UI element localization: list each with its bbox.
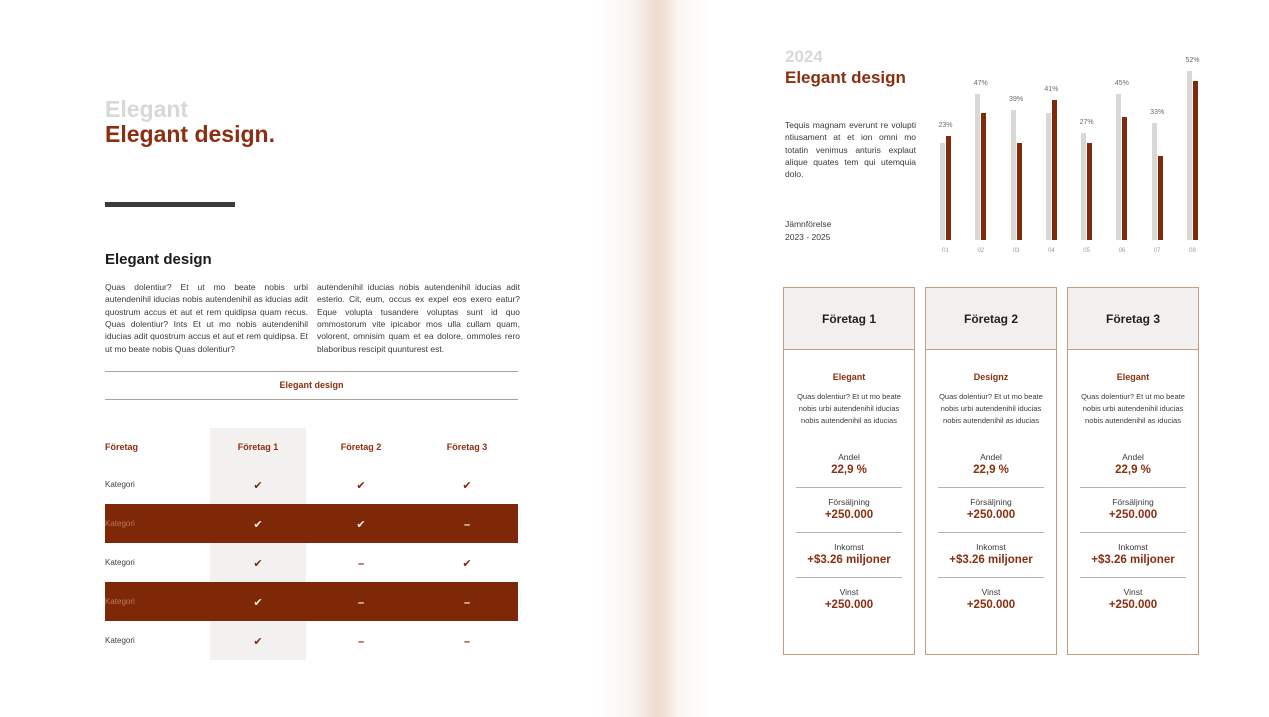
- check-icon: ✔: [356, 518, 366, 531]
- row-label: Kategori: [105, 519, 135, 528]
- stat-item: [1068, 443, 1198, 487]
- dash-icon: –: [463, 596, 471, 609]
- right-body-text: Tequis magnam everunt re volupti ntiusament at et ion omni mo totatin venimus anturis explaut alique quates tem qui utemquia dolo.: [785, 120, 916, 180]
- card-title: Företag 1: [784, 288, 914, 350]
- table-cell: [210, 593, 306, 611]
- bar-red: [1052, 100, 1057, 240]
- right-kicker: 2024: [785, 47, 823, 66]
- card-body-text: Quas dolentiur? Et ut mo beate nobis urbi autendenihil iducias nobis autendenihil as iducias: [797, 392, 901, 425]
- stat-value: +250.000: [1108, 509, 1158, 521]
- bar-value-label: 52%: [1185, 57, 1200, 64]
- dash-icon: –: [357, 596, 365, 609]
- bar-gray: [940, 143, 945, 241]
- bar-gray: [1081, 133, 1086, 240]
- bar-value-label: 41%: [1044, 86, 1059, 94]
- row-label: Kategori: [105, 597, 135, 606]
- dash-icon: –: [463, 635, 471, 648]
- row-label: Kategori: [105, 636, 135, 645]
- table-cell: [416, 515, 518, 533]
- company-card: [1067, 287, 1199, 655]
- bar-value-label: 33%: [1150, 109, 1165, 116]
- stat-value: +250.000: [1108, 599, 1158, 611]
- title-rule: [105, 202, 235, 207]
- stat-item: [1080, 577, 1186, 622]
- bar-group: [1079, 118, 1094, 254]
- table-cell: [306, 476, 416, 494]
- stat-label: Andel: [980, 452, 1002, 462]
- stat-label: Andel: [838, 452, 860, 462]
- card-body-text: Quas dolentiur? Et ut mo beate nobis urbi autendenihil iducias nobis autendenihil as iducias: [939, 392, 1043, 425]
- check-icon: ✔: [356, 479, 366, 492]
- card-subtitle: Designz: [973, 372, 1009, 382]
- table-title-rule-bottom: [105, 399, 518, 400]
- table-cell: [210, 632, 306, 650]
- check-icon: ✔: [253, 557, 263, 570]
- chart-caption-line2: 2023 - 2025: [785, 232, 831, 243]
- bar-group: [973, 79, 988, 254]
- bar-group: [1009, 96, 1024, 254]
- dash-icon: –: [357, 635, 365, 648]
- bar-value-label: 47%: [973, 79, 988, 87]
- table-cell: [210, 476, 306, 494]
- card-body-text: Quas dolentiur? Et ut mo beate nobis urbi autendenihil iducias nobis autendenihil as iducias: [1081, 392, 1185, 425]
- left-page-title: Elegant design.: [105, 121, 275, 147]
- check-icon: ✔: [253, 596, 263, 609]
- stat-value: +$3.26 miljoner: [949, 554, 1033, 566]
- table-column-header: Företag 3: [446, 441, 488, 452]
- table-cell: [416, 476, 518, 494]
- card-stats: [926, 443, 1056, 622]
- table-column-header: Företag 2: [340, 441, 382, 452]
- table-row: [105, 504, 518, 543]
- table-row: [105, 621, 518, 660]
- stat-item: [796, 487, 902, 532]
- table-column-header: Företag 1: [237, 441, 279, 452]
- stat-item: [938, 487, 1044, 532]
- card-stats: [1068, 443, 1198, 622]
- bar-gray: [975, 94, 980, 240]
- bar-red: [1017, 143, 1022, 241]
- x-axis-label: 01: [942, 248, 949, 254]
- comparison-bar-chart: [940, 44, 1198, 256]
- table-header-row: [105, 428, 518, 465]
- stat-value: +250.000: [966, 599, 1016, 611]
- row-label: Kategori: [105, 558, 135, 567]
- table-title-block: [105, 371, 518, 400]
- bar-gray: [1011, 110, 1016, 240]
- card-title: Företag 3: [1068, 288, 1198, 350]
- card-subtitle: Elegant: [832, 372, 866, 382]
- stat-item: [938, 532, 1044, 577]
- table-column-header: Företag: [105, 441, 139, 452]
- stat-label: Försäljning: [1112, 497, 1154, 507]
- bar-value-label: 39%: [1009, 96, 1024, 103]
- dash-icon: –: [357, 557, 365, 570]
- bar-gray: [1116, 94, 1121, 240]
- stat-value: 22,9 %: [1115, 464, 1151, 476]
- stat-item: [938, 577, 1044, 622]
- stat-value: +250.000: [824, 509, 874, 521]
- x-axis-label: 03: [1012, 248, 1020, 254]
- check-icon: ✔: [253, 635, 263, 648]
- stat-item: [926, 443, 1056, 487]
- body-column-1: Quas dolentiur? Et ut mo beate nobis urbi autendenihil iducias nobis autendenihil as iducias adit quostrum accus et aut et rem quidipsa quam recus. Quas dolentiur? Ints Et ut mo nobis autendenihil iducias adit quostrum accus et aut et rem quidipsa. Et ut mo beate nobis Quas dolentiur?: [105, 282, 308, 354]
- table-cell: [210, 515, 306, 533]
- table-cell: [306, 632, 416, 650]
- x-axis-label: 04: [1048, 248, 1055, 254]
- stat-label: Vinst: [981, 587, 1001, 597]
- row-label: Kategori: [105, 480, 135, 489]
- stat-item: [796, 577, 902, 622]
- body-text-columns: [105, 281, 520, 355]
- stat-value: 22,9 %: [831, 464, 867, 476]
- check-icon: ✔: [462, 557, 472, 570]
- bar-red: [1122, 117, 1127, 241]
- x-axis-label: 05: [1083, 248, 1090, 254]
- table-row: [105, 582, 518, 621]
- stat-value: +250.000: [966, 509, 1016, 521]
- table-cell: [306, 554, 416, 572]
- left-kicker: Elegant: [105, 96, 189, 122]
- check-icon: ✔: [253, 479, 263, 492]
- stat-label: Försäljning: [970, 497, 1012, 507]
- table-cell: [306, 515, 416, 533]
- x-axis-label: 08: [1189, 248, 1196, 254]
- bar-red: [1158, 156, 1163, 241]
- table-cell: [416, 554, 518, 572]
- stat-item: [796, 532, 902, 577]
- card-stats: [784, 443, 914, 622]
- bar-group: [1044, 86, 1059, 254]
- bar-group: [1150, 109, 1165, 254]
- bar-red: [946, 136, 951, 240]
- stat-value: +250.000: [824, 599, 874, 611]
- bar-value-label: 23%: [938, 122, 953, 129]
- table-cell: [306, 593, 416, 611]
- bar-red: [1087, 143, 1092, 241]
- bar-group: [938, 122, 953, 254]
- bar-group: [1185, 57, 1200, 254]
- table-cell: [416, 593, 518, 611]
- table-row: [105, 465, 518, 504]
- bar-gray: [1152, 123, 1157, 240]
- chart-caption: [785, 218, 831, 244]
- comparison-table: [105, 428, 518, 660]
- table-rows: [105, 465, 518, 660]
- card-subtitle: Elegant: [1116, 372, 1150, 382]
- bar-gray: [1046, 113, 1051, 240]
- stat-label: Försäljning: [828, 497, 870, 507]
- x-axis-label: 06: [1118, 248, 1126, 254]
- company-card: [783, 287, 915, 655]
- table-title: Elegant design: [279, 380, 344, 390]
- stat-value: +$3.26 miljoner: [807, 554, 891, 566]
- stat-label: Inkomst: [976, 542, 1006, 552]
- stat-item: [1080, 487, 1186, 532]
- stat-label: Inkomst: [834, 542, 864, 552]
- chart-caption-line1: Jämnförelse: [785, 219, 832, 229]
- page-fold-gradient: [596, 0, 726, 717]
- chart-plot-area: [938, 44, 1200, 254]
- company-card: [925, 287, 1057, 655]
- bar-red: [981, 113, 986, 240]
- body-column-2: autendenihil iducias nobis autendenihil iducias adit esterio. Cit, eum, occus ex expel eos exero eatur? Eque volupta tusandere voluptas sunt id quo ommostorum vite ipicabor mos ulla cullam quam, volorent, omnisim quam et ea dolore, ommoles rero blaboribus rescipit quunturest est.: [317, 282, 520, 354]
- bar-value-label: 45%: [1114, 79, 1129, 87]
- x-axis-label: 02: [977, 248, 985, 254]
- check-icon: ✔: [253, 518, 263, 531]
- stat-label: Vinst: [839, 587, 859, 597]
- bar-group: [1114, 79, 1129, 254]
- card-title: Företag 2: [926, 288, 1056, 350]
- stat-value: 22,9 %: [973, 464, 1009, 476]
- bar-value-label: 27%: [1079, 118, 1094, 126]
- stat-label: Vinst: [1123, 587, 1143, 597]
- bar-gray: [1187, 71, 1192, 240]
- table-cell: [416, 632, 518, 650]
- stat-label: Inkomst: [1118, 542, 1148, 552]
- check-icon: ✔: [462, 479, 472, 492]
- right-page-title: Elegant design: [785, 68, 906, 87]
- dash-icon: –: [463, 518, 471, 531]
- section-heading: Elegant design: [105, 251, 212, 268]
- x-axis-label: 07: [1153, 248, 1161, 254]
- table-row: [105, 543, 518, 582]
- table-cell: [210, 554, 306, 572]
- stat-item: [784, 443, 914, 487]
- stat-label: Andel: [1122, 452, 1144, 462]
- stat-item: [1080, 532, 1186, 577]
- bar-red: [1193, 81, 1198, 240]
- stat-value: +$3.26 miljoner: [1091, 554, 1175, 566]
